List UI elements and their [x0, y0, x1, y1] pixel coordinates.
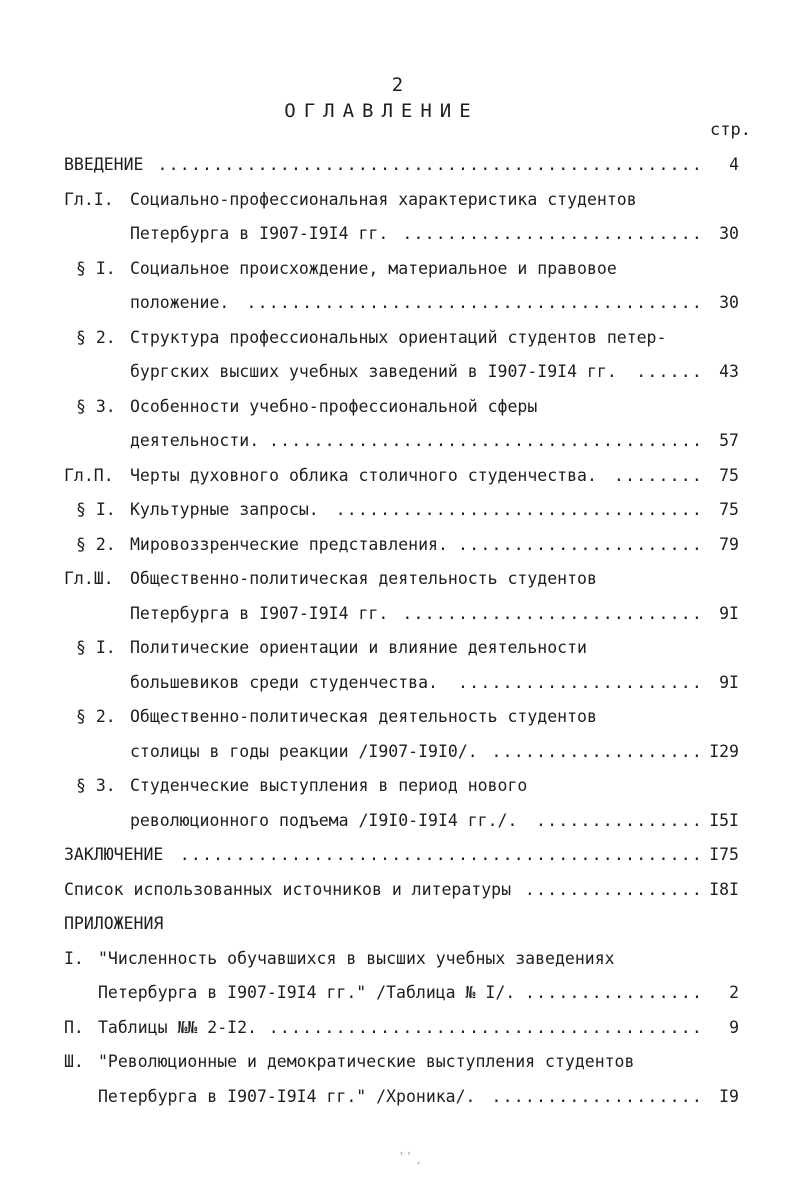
toc-entry: [0, 217, 795, 252]
toc-entry-text: Особенности учебно-профессиональной сферы: [130, 396, 538, 416]
toc-entry: [0, 390, 795, 425]
toc-entry-page: 75: [719, 500, 739, 519]
toc-entry-page: I8I: [709, 879, 739, 899]
toc-entry-text: Общественно-политическая деятельность студентов: [130, 569, 597, 588]
toc-entry: [0, 459, 795, 494]
toc-entry: [0, 252, 795, 287]
toc-entry: [0, 528, 795, 563]
toc-entry-label: I.: [64, 948, 84, 968]
toc-entry-label: § 2.: [76, 707, 116, 726]
toc-entry: [0, 838, 795, 873]
toc-entry-label: § I.: [76, 638, 116, 657]
toc-entry-page: 30: [719, 224, 739, 243]
toc-entry: [0, 735, 795, 770]
toc-entry-text: Петербурга в I907-I9I4 гг.: [130, 603, 389, 623]
toc-entry-text: ПРИЛОЖЕНИЯ: [64, 914, 164, 933]
toc-entry: [0, 1011, 795, 1046]
page-column-header: стр.: [710, 120, 751, 140]
toc-entry-text: ВВЕДЕНИЕ: [64, 155, 144, 174]
toc-entry: [0, 769, 795, 804]
toc-entry-label: § I.: [76, 500, 116, 519]
table-of-contents: [0, 148, 795, 1114]
toc-entry: [0, 976, 795, 1011]
toc-entry-text: ЗАКЛЮЧЕНИЕ: [64, 845, 164, 864]
toc-entry-text: Общественно-политическая деятельность студентов: [130, 707, 597, 726]
dot-leader: ...................: [491, 741, 703, 761]
dot-leader: ......: [636, 362, 703, 381]
toc-entry: [0, 321, 795, 356]
toc-entry-text: Социальное происхождение, материальное и правовое: [130, 258, 617, 278]
toc-entry-text: Политические ориентации и влияние деятельности: [130, 638, 587, 657]
toc-entry-page: 4: [729, 155, 739, 174]
dot-leader: ......................: [458, 672, 703, 692]
toc-entry-page: I75: [709, 845, 739, 864]
toc-entry-page: 43: [719, 362, 739, 381]
toc-entry-label: § 3.: [76, 776, 116, 795]
toc-entry: [0, 631, 795, 666]
dot-leader: .......................................: [269, 431, 703, 450]
toc-entry-text: Таблицы №№ 2-I2.: [98, 1017, 257, 1037]
dot-leader: ...........................: [402, 603, 703, 623]
paper-smudge: ʿ ʾ ˏ: [400, 1150, 421, 1164]
page-number: 2: [391, 74, 404, 96]
toc-entry-page: I5I: [709, 810, 739, 830]
toc-entry-page: 9I: [719, 672, 739, 692]
toc-entry-page: 75: [719, 465, 739, 485]
toc-entry: [0, 942, 795, 977]
toc-entry-label: § I.: [76, 258, 116, 278]
toc-entry-page: I9: [719, 1086, 739, 1106]
toc-entry-label: Ш.: [64, 1052, 84, 1071]
toc-entry-text: Мировоззренческие представления.: [130, 534, 448, 554]
toc-entry-text: деятельности.: [130, 431, 260, 450]
toc-entry-text: большевиков среди студенчества.: [130, 672, 438, 692]
toc-entry-text: Структура профессиональных ориентаций студентов петер-: [130, 327, 667, 347]
toc-entry-text: "Революционные и демократические выступления студентов: [98, 1052, 635, 1071]
toc-entry-text: Список использованных источников и литературы: [64, 879, 512, 899]
toc-entry-text: Петербурга в I907-I9I4 гг." /Таблица № I/.: [98, 983, 516, 1002]
toc-entry: [0, 183, 795, 218]
toc-entry: [0, 562, 795, 597]
toc-entry: [0, 286, 795, 321]
toc-entry-label: § 2.: [76, 327, 116, 347]
dot-leader: ................: [524, 879, 703, 899]
toc-entry: [0, 1080, 795, 1115]
dot-leader: ...............................................: [179, 845, 703, 864]
toc-entry-label: § 3.: [76, 396, 116, 416]
toc-entry: [0, 700, 795, 735]
toc-entry-text: Петербурга в I907-I9I4 гг." /Хроника/.: [98, 1086, 476, 1106]
dot-leader: ................: [525, 983, 703, 1002]
dot-leader: ...............: [535, 810, 703, 830]
toc-entry: [0, 907, 795, 942]
toc-entry-label: § 2.: [76, 534, 116, 554]
toc-entry-text: Культурные запросы.: [130, 500, 319, 519]
toc-entry-text: "Численность обучавшихся в высших учебных заведениях: [98, 948, 615, 968]
toc-entry-page: 30: [719, 293, 739, 312]
toc-entry-page: I29: [709, 741, 739, 761]
toc-entry: [0, 666, 795, 701]
dot-leader: .................................: [335, 500, 703, 519]
toc-entry-label: Гл.П.: [64, 465, 114, 485]
toc-entry-page: 57: [719, 431, 739, 450]
toc-entry-label: П.: [64, 1017, 84, 1037]
toc-entry: [0, 424, 795, 459]
toc-entry: [0, 148, 795, 183]
dot-leader: .................................................: [157, 155, 703, 174]
document-title: ОГЛАВЛЕНИЕ: [284, 100, 479, 122]
toc-entry-text: Петербурга в I907-I9I4 гг.: [130, 224, 389, 243]
toc-entry-label: Гл.I.: [64, 189, 114, 209]
dot-leader: .........................................: [246, 293, 703, 312]
dot-leader: ...................: [491, 1086, 703, 1106]
toc-entry-page: 9I: [719, 603, 739, 623]
dot-leader: ......................: [458, 534, 703, 554]
toc-entry: [0, 873, 795, 908]
toc-entry-page: 9: [729, 1017, 739, 1037]
toc-entry-text: Социально-профессиональная характеристика студентов: [130, 189, 637, 209]
toc-entry: [0, 493, 795, 528]
toc-entry-page: 79: [719, 534, 739, 554]
toc-entry-text: Студенческие выступления в период нового: [130, 776, 528, 795]
dot-leader: .......................................: [268, 1017, 703, 1037]
toc-entry-text: бургских высших учебных заведений в I907-I9I4 гг.: [130, 362, 617, 381]
toc-entry: [0, 597, 795, 632]
dot-leader: ........: [613, 465, 703, 485]
toc-entry: [0, 804, 795, 839]
toc-entry-page: 2: [729, 983, 739, 1002]
toc-entry-text: столицы в годы реакции /I907-I9I0/.: [130, 741, 478, 761]
toc-entry: [0, 1045, 795, 1080]
dot-leader: ...........................: [402, 224, 703, 243]
toc-entry-text: революционного подъема /I9I0-I9I4 гг./.: [130, 810, 518, 830]
toc-entry-text: положение.: [130, 293, 230, 312]
toc-entry-label: Гл.Ш.: [64, 569, 114, 588]
toc-entry: [0, 355, 795, 390]
toc-entry-text: Черты духовного облика столичного студенчества.: [130, 465, 597, 485]
